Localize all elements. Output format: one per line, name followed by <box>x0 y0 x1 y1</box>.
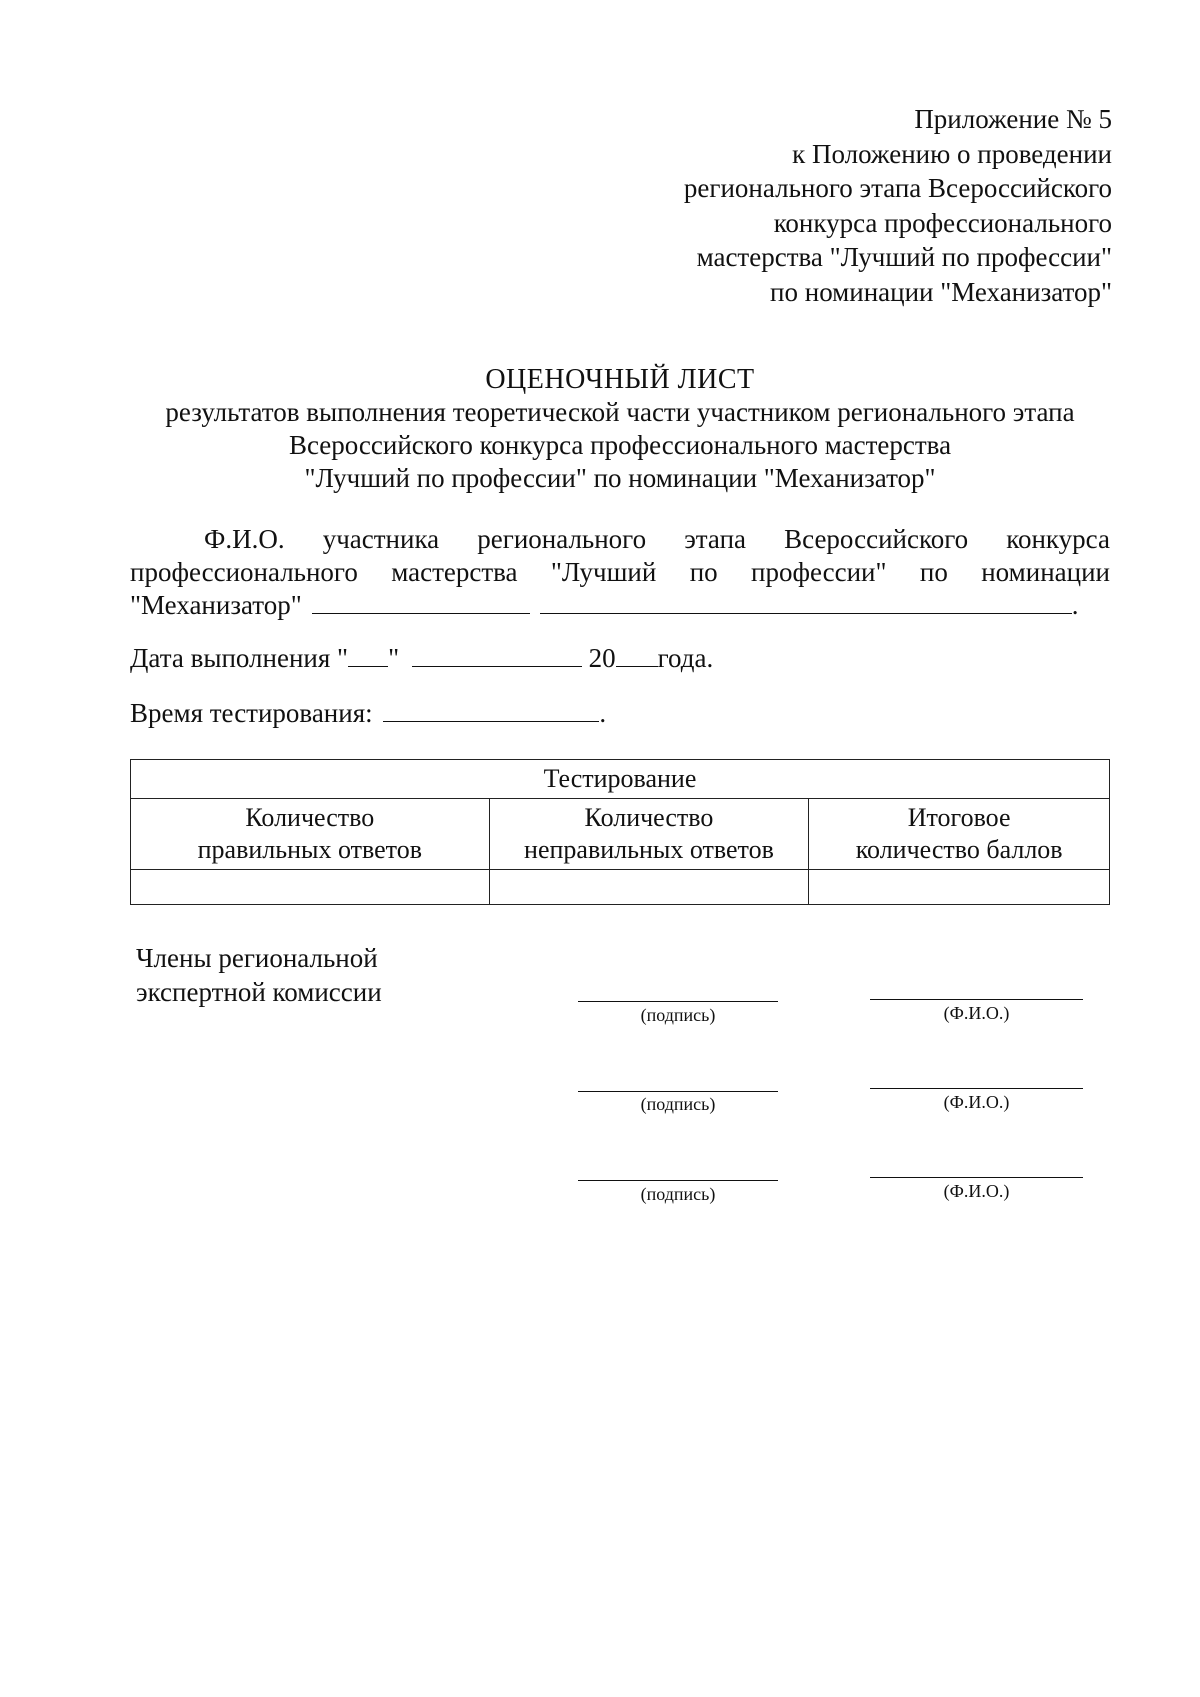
quote: " <box>337 643 349 673</box>
word: Ф.И.О. <box>204 524 285 554</box>
name-caption-3: (Ф.И.О.) <box>943 1181 1010 1201</box>
commission-line: экспертной комиссии <box>136 977 382 1007</box>
participant-line-1 <box>204 523 1110 556</box>
word: по <box>689 557 718 587</box>
time-field[interactable] <box>383 699 599 722</box>
title-line: результатов выполнения теоретической части участником регионального этапа <box>165 397 1075 427</box>
quote: " <box>388 643 400 673</box>
appendix-header <box>552 102 1112 309</box>
word: номинации <box>981 557 1110 587</box>
appendix-line: к Положению о проведении <box>792 138 1112 169</box>
time-suffix: . <box>599 698 607 728</box>
period: . <box>1071 590 1079 620</box>
participant-paragraph <box>130 523 1110 622</box>
participant-line-3 <box>130 589 1110 622</box>
column-total-score <box>809 799 1110 870</box>
word: регионального <box>477 524 647 554</box>
incorrect-answers-cell[interactable] <box>489 870 809 905</box>
name-line-1[interactable] <box>870 999 1083 1000</box>
correct-answers-cell[interactable] <box>131 870 490 905</box>
name-line-3[interactable] <box>870 1177 1083 1178</box>
appendix-line: мастерства "Лучший по профессии" <box>696 242 1112 272</box>
name-line-2[interactable] <box>870 1088 1083 1089</box>
column-label: количество баллов <box>855 835 1063 864</box>
word: мастерства <box>391 557 518 587</box>
results-table <box>130 759 1110 905</box>
word: "Лучший <box>550 557 657 587</box>
date-suffix: года. <box>657 643 714 673</box>
title-heading: ОЦЕНОЧНЫЙ ЛИСТ <box>485 364 755 395</box>
word: профессионального <box>130 557 358 587</box>
signature-caption-2: (подпись) <box>640 1094 716 1114</box>
name-caption-1: (Ф.И.О.) <box>943 1003 1010 1023</box>
participant-name-field-1[interactable] <box>312 591 530 614</box>
date-label: Дата выполнения <box>130 643 331 673</box>
signature-line-2[interactable] <box>578 1091 778 1092</box>
appendix-line: регионального этапа Всероссийского <box>683 173 1112 203</box>
word: профессии" <box>751 557 887 587</box>
column-incorrect-answers <box>489 799 809 870</box>
appendix-line: Приложение № 5 <box>914 104 1112 134</box>
table-header-row <box>131 760 1110 799</box>
table-columns-row <box>131 799 1110 870</box>
appendix-line: конкурса профессионального <box>773 207 1112 238</box>
year-field[interactable] <box>616 644 658 667</box>
year-prefix: 20 <box>588 643 616 673</box>
title-line: Всероссийского конкурса профессионального мастерства <box>288 430 952 460</box>
nomination-text: "Механизатор" <box>130 590 302 620</box>
column-label: Количество <box>245 803 375 832</box>
commission-line: Члены региональной <box>136 943 378 973</box>
appendix-line: по номинации "Механизатор" <box>770 276 1112 307</box>
participant-name-field-2[interactable] <box>540 591 1072 614</box>
column-label: Количество <box>584 803 714 832</box>
word: конкурса <box>1006 524 1110 554</box>
word: участника <box>322 524 440 554</box>
month-field[interactable] <box>412 644 582 667</box>
column-label: правильных ответов <box>197 835 422 864</box>
document-title <box>0 363 1200 495</box>
signature-line-1[interactable] <box>578 1001 778 1002</box>
column-label: Итоговое <box>907 803 1011 832</box>
title-line: "Лучший по профессии" по номинации "Механизатор" <box>304 463 936 493</box>
signature-caption-1: (подпись) <box>640 1005 716 1025</box>
column-label: неправильных ответов <box>524 835 774 864</box>
word: этапа <box>684 524 746 554</box>
date-line <box>130 641 713 675</box>
participant-line-2 <box>130 556 1110 589</box>
word: Всероссийского <box>784 524 969 554</box>
table-header: Тестирование <box>131 760 1110 799</box>
time-label: Время тестирования: <box>130 698 373 728</box>
signature-caption-3: (подпись) <box>640 1184 716 1204</box>
total-score-cell[interactable] <box>809 870 1110 905</box>
column-correct-answers <box>131 799 490 870</box>
word: по <box>919 557 948 587</box>
signature-line-3[interactable] <box>578 1180 778 1181</box>
table-value-row <box>131 870 1110 905</box>
time-line <box>130 696 606 730</box>
name-caption-2: (Ф.И.О.) <box>943 1092 1010 1112</box>
day-field[interactable] <box>348 644 388 667</box>
commission-label <box>136 941 382 1009</box>
